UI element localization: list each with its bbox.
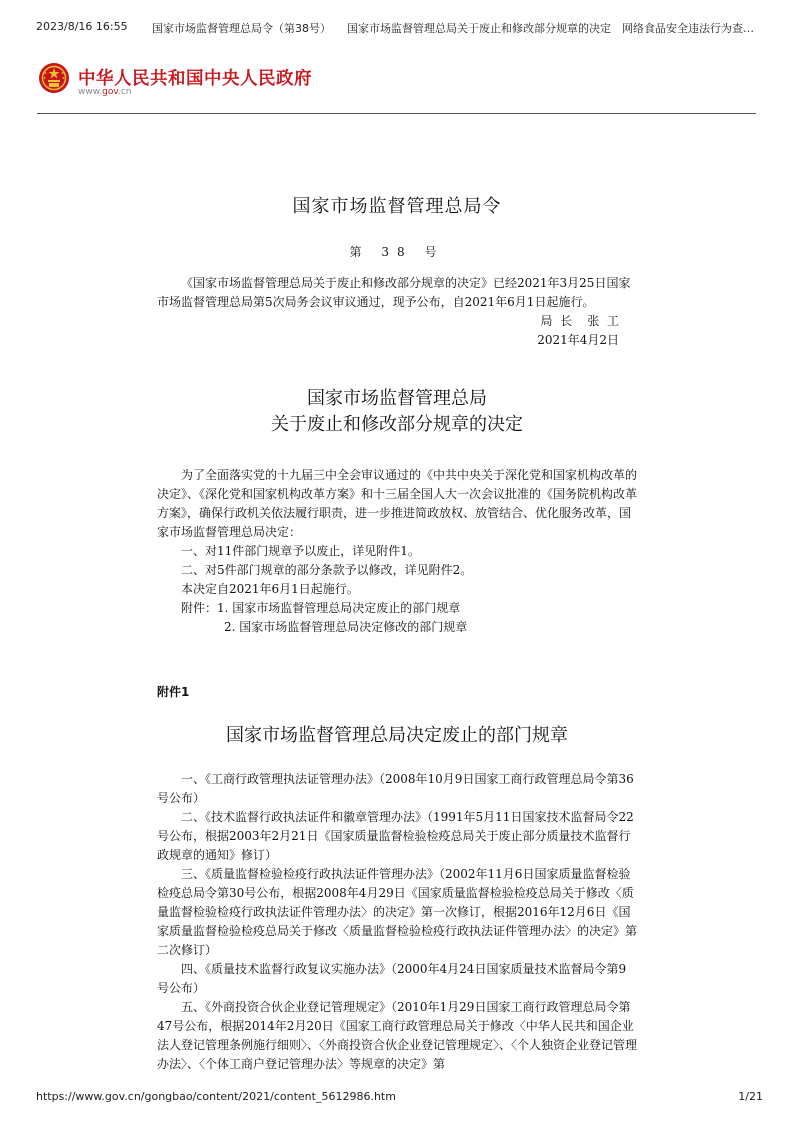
order-signer: 局 长 张 工 <box>540 314 619 328</box>
site-url-prefix: www. <box>78 87 103 97</box>
annex-title: 国家市场监督管理总局决定废止的部门规章 <box>226 725 568 746</box>
attachment-item-2: 2. 国家市场监督管理总局决定修改的部门规章 <box>224 620 468 634</box>
print-datetime: 2023/8/16 16:55 <box>36 20 128 33</box>
order-date: 2021年4月2日 <box>537 333 619 347</box>
decision-title-line2: 关于废止和修改部分规章的决定 <box>271 414 523 435</box>
attachment-list <box>157 599 637 637</box>
print-tab-decision: 国家市场监督管理总局关于废止和修改部分规章的决定 <box>347 22 611 35</box>
decision-item-1: 一、对11件部门规章予以废止，详见附件1。 <box>181 544 420 558</box>
decision-title-line1: 国家市场监督管理总局 <box>307 388 487 409</box>
print-tab-food-safety: 网络食品安全违法行为查… <box>622 22 754 35</box>
annex-item: 三、《质量监督检验检疫行政执法证件管理办法》（2002年11月6日国家质量监督检验检疫总局令第30号公布，根据2008年4月29日《国家质量监督检验检疫总局关于修改〈质量监督检验检疫行政执法证件管理办法〉的决定》第一次修订，根据2016年12月6日《国家质量监督检验检疫总局关于修改〈质量监督检验检疫行政执法证件管理办法〉的决定》第二次修订） <box>157 867 638 957</box>
annex-item: 五、《外商投资合伙企业登记管理规定》（2010年1月29日国家工商行政管理总局令第47号公布，根据2014年2月20日《国家工商行政管理总局关于修改〈中华人民共和国企业法人登记管理条例施行细则〉、〈外商投资合伙企业登记管理规定〉、〈个人独资企业登记管理办法〉、〈个体工商户登记管理办法〉等规章的决定》第 <box>157 1000 638 1071</box>
decision-body <box>157 466 637 637</box>
annex-item: 四、《质量技术监督行政复议实施办法》（2000年4月24日国家质量技术监督局令第9号公布） <box>157 962 627 995</box>
print-tab-order: 国家市场监督管理总局令（第38号） <box>152 22 331 35</box>
order-number: 第 38 号 <box>349 245 445 259</box>
site-name: 中华人民共和国中央人民政府 <box>78 69 312 89</box>
decision-title <box>157 386 637 438</box>
annex-label: 附件1 <box>157 685 190 699</box>
site-url-suffix: .cn <box>117 87 132 97</box>
print-footer <box>36 1090 763 1103</box>
print-url[interactable]: https://www.gov.cn/gongbao/content/2021/content_5612986.htm <box>36 1090 396 1103</box>
annex-item: 一、《工商行政管理执法证管理办法》（2008年10月9日国家工商行政管理总局令第36号公布） <box>157 772 634 805</box>
decision-effective: 本决定自2021年6月1日起施行。 <box>181 582 359 596</box>
annex-item: 二、《技术监督行政执法证件和徽章管理办法》（1991年5月11日国家技术监督局令22号公布，根据2003年2月21日《国家质量监督检验检疫总局关于废止部分质量技术监督行政规章的通知》修订） <box>157 810 634 862</box>
order-title: 国家市场监督管理总局令 <box>292 196 502 217</box>
annex-list <box>157 770 637 1074</box>
decision-intro: 为了全面落实党的十九届三中全会审议通过的《中共中央关于深化党和国家机构改革的决定》、《深化党和国家机构改革方案》和十三届全国人大一次会议批准的《国务院机构改革方案》，确保行政机关依法履行职责，进一步推进简政放权、放管结合、优化服务改革，国家市场监督管理总局决定： <box>157 468 638 539</box>
document-body <box>157 196 637 1074</box>
page-number: 1/21 <box>738 1090 763 1103</box>
national-emblem-icon <box>38 62 70 94</box>
attachment-item-1: 附件：1. 国家市场监督管理总局决定废止的部门规章 <box>181 601 461 615</box>
order-body: 《国家市场监督管理总局关于废止和修改部分规章的决定》已经2021年3月25日国家市场监督管理总局第5次局务会议审议通过，现予公布，自2021年6月1日起施行。 <box>157 276 631 309</box>
site-url <box>78 87 132 97</box>
site-url-gov: gov <box>102 87 118 97</box>
decision-item-2: 二、对5件部门规章的部分条款予以修改，详见附件2。 <box>181 563 473 577</box>
header-divider <box>37 113 756 114</box>
